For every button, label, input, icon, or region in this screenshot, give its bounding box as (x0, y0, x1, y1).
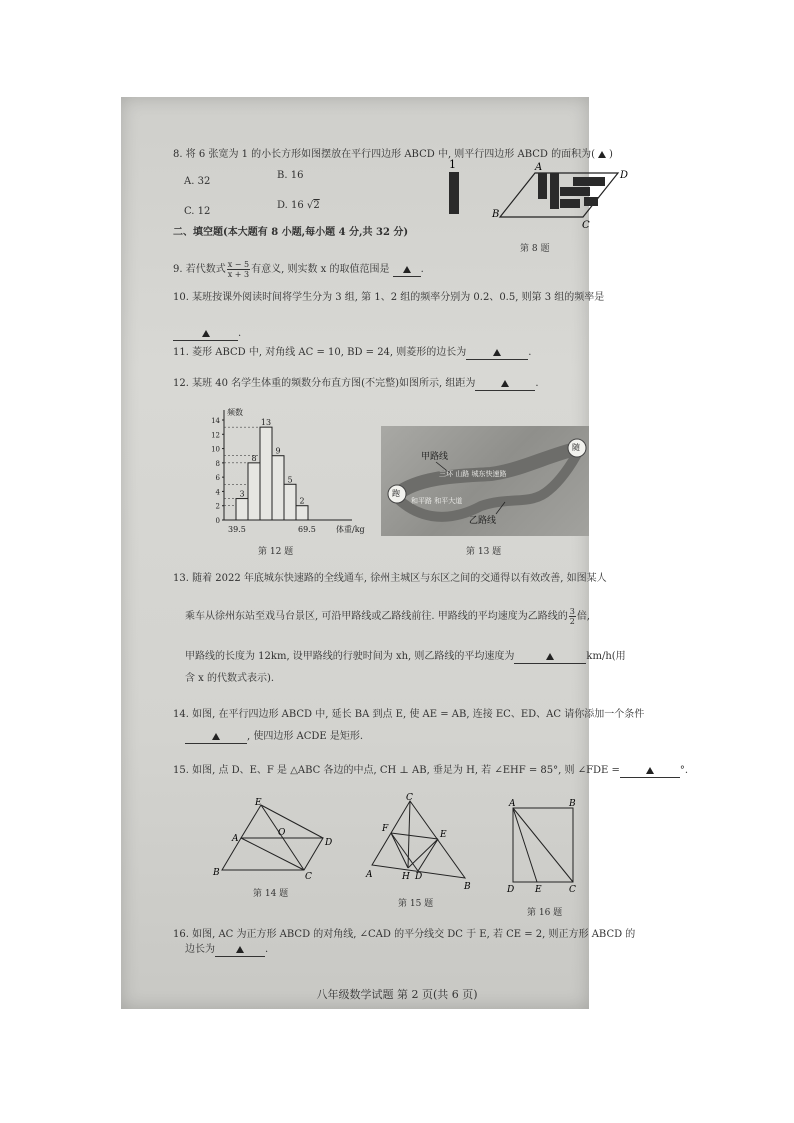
y-tick-label: 10 (211, 445, 220, 454)
histogram-bar (236, 499, 248, 520)
q15-label-f: F (382, 824, 389, 834)
q12-caption: 第 12 题 (258, 547, 294, 557)
q12-histogram (196, 405, 371, 540)
q13-map (381, 426, 589, 536)
q13-line4: 含 x 的代数式表示). (185, 673, 275, 684)
q16-label-d: D (507, 885, 515, 895)
y-tick-label: 2 (215, 502, 220, 511)
q10-blank: . (173, 327, 241, 341)
q8-option-d: D. 16 √2 (277, 200, 320, 211)
q8-option-b: B. 16 (277, 170, 304, 181)
q16-figure (503, 796, 583, 896)
q8-label-b: B (492, 209, 500, 220)
histogram-bar (260, 427, 272, 520)
q14-line2: , 使四边形 ACDE 是矩形. (185, 730, 363, 744)
q15-label-a: A (366, 870, 373, 880)
answer-triangle-icon (403, 266, 411, 273)
bar-data-label: 9 (275, 446, 281, 456)
q15-caption: 第 15 题 (398, 899, 434, 909)
q8-caption: 第 8 题 (520, 244, 550, 254)
q9-text: 9. 若代数式 $\frac{x - 5}{x + 3}$ 有意义, 则实数 x 的取值范围是 . (173, 260, 424, 279)
answer-triangle-icon (236, 946, 244, 953)
y-tick-label: 6 (215, 474, 220, 483)
bar-data-label: 2 (299, 496, 305, 506)
q10-text: 10. 某班按课外阅读时间将学生分为 3 组, 第 1、2 组的频率分别为 0.2、0.5, 则第 3 组的频率是 (173, 292, 605, 303)
q15-label-e: E (440, 830, 447, 840)
q14-label-b: B (213, 868, 220, 878)
q13-caption: 第 13 题 (466, 547, 502, 557)
q13-line1: 13. 随着 2022 年底城东快速路的全线通车, 徐州主城区与东区之间的交通得以有效改善, 如图某人 (173, 573, 607, 584)
x-axis-label: 体重/kg (336, 525, 365, 534)
q14-line1: 14. 如图, 在平行四边形 ABCD 中, 延长 BA 到点 E, 使 AE = AB, 连接 EC、ED、AC 请你添加一个条件 (173, 709, 645, 720)
q8-figure (440, 155, 630, 250)
y-tick-label: 0 (215, 517, 220, 525)
answer-triangle-icon (501, 380, 509, 387)
bar-data-label: 5 (287, 475, 293, 485)
q15-label-b: B (464, 882, 471, 892)
answer-triangle-icon (646, 767, 654, 774)
q8-label-d: D (620, 170, 629, 181)
y-tick-label: 12 (211, 431, 220, 440)
bar-data-label: 13 (260, 418, 272, 428)
y-tick-label: 4 (215, 488, 220, 497)
map-label-end: 随 (572, 443, 580, 452)
q8-label-one: 1 (449, 158, 456, 171)
answer-triangle-icon (493, 349, 501, 356)
histogram-bar (248, 463, 260, 520)
y-axis-label: 频数 (227, 408, 243, 417)
q14-label-d: D (325, 838, 333, 848)
answer-triangle-icon (212, 733, 220, 740)
q16-caption: 第 16 题 (527, 908, 563, 918)
q8-small-rectangle (449, 172, 459, 214)
q14-label-c: C (305, 872, 312, 880)
map-label-jia: 甲路线 (421, 452, 449, 462)
q8-option-a: A. 32 (184, 176, 211, 187)
bar-data-label: 8 (251, 453, 257, 463)
histogram-bar (272, 456, 284, 520)
q14-caption: 第 14 题 (253, 889, 289, 899)
histogram-bar (296, 506, 308, 520)
q14-label-o: O (278, 828, 286, 838)
q15-text: 15. 如图, 点 D、E、F 是 △ABC 各边的中点, CH ⊥ AB, 垂足为 H, 若 ∠EHF = 85°, 则 ∠FDE = °. (173, 765, 689, 776)
q16-line2: 边长为 . (185, 944, 269, 955)
q15-label-d: D (415, 872, 423, 882)
y-tick-label: 8 (215, 459, 220, 468)
map-road-label-1: 三环 山路 城东快速路 (439, 470, 507, 478)
q8-option-c: C. 12 (184, 206, 211, 217)
q13-line3: 甲路线的长度为 12km, 设甲路线的行驶时间为 xh, 则乙路线的平均速度为 km/h(用 (185, 651, 626, 662)
q14-figure (205, 795, 355, 880)
q14-label-a: A (232, 834, 239, 844)
q12-text: 12. 某班 40 名学生体重的频数分布直方图(不完整)如图所示, 组距为 . (173, 378, 539, 389)
answer-triangle-icon (202, 330, 210, 337)
q15-label-c: C (406, 793, 413, 803)
q16-line1: 16. 如图, AC 为正方形 ABCD 的对角线, ∠CAD 的平分线交 DC 于 E, 若 CE = 2, 则正方形 ABCD 的 (173, 929, 636, 940)
x-end-label: 69.5 (298, 525, 316, 534)
q11-text: 11. 菱形 ABCD 中, 对角线 AC = 10, BD = 24, 则菱形的边长为 . (173, 347, 532, 358)
q8-label-c: C (582, 220, 590, 231)
q16-label-e: E (535, 885, 542, 895)
q15-figure (362, 793, 477, 893)
bar-data-label: 3 (239, 489, 245, 499)
q8-text: 8. 将 6 张宽为 1 的小长方形如图摆放在平行四边形 ABCD 中, 则平行四边形 ABCD 的面积为( ) (173, 149, 613, 160)
q16-label-a: A (509, 799, 516, 809)
section-2-heading: 二、填空题(本大题有 8 小题,每小题 4 分,共 32 分) (173, 227, 409, 238)
page-footer: 八年级数学试题 第 2 页(共 6 页) (316, 988, 478, 1001)
q15-label-h: H (402, 872, 410, 882)
y-tick-label: 14 (211, 417, 220, 425)
map-label-start: 跑 (392, 489, 400, 498)
x-start-label: 39.5 (228, 525, 246, 534)
answer-triangle-icon (546, 653, 554, 660)
q16-label-b: B (569, 799, 576, 809)
q8-label-a: A (535, 162, 543, 173)
q14-label-e: E (255, 798, 262, 808)
map-road-label-2: 和平路 和平大道 (411, 497, 463, 505)
q13-line2: 乘车从徐州东站至戏马台景区, 可沿甲路线或乙路线前往. 甲路线的平均速度为乙路线的 $\frac{3}{2}$ 倍, (185, 607, 590, 626)
map-label-yi: 乙路线 (469, 516, 497, 526)
histogram-bar (284, 484, 296, 520)
q16-label-c: C (569, 885, 576, 895)
